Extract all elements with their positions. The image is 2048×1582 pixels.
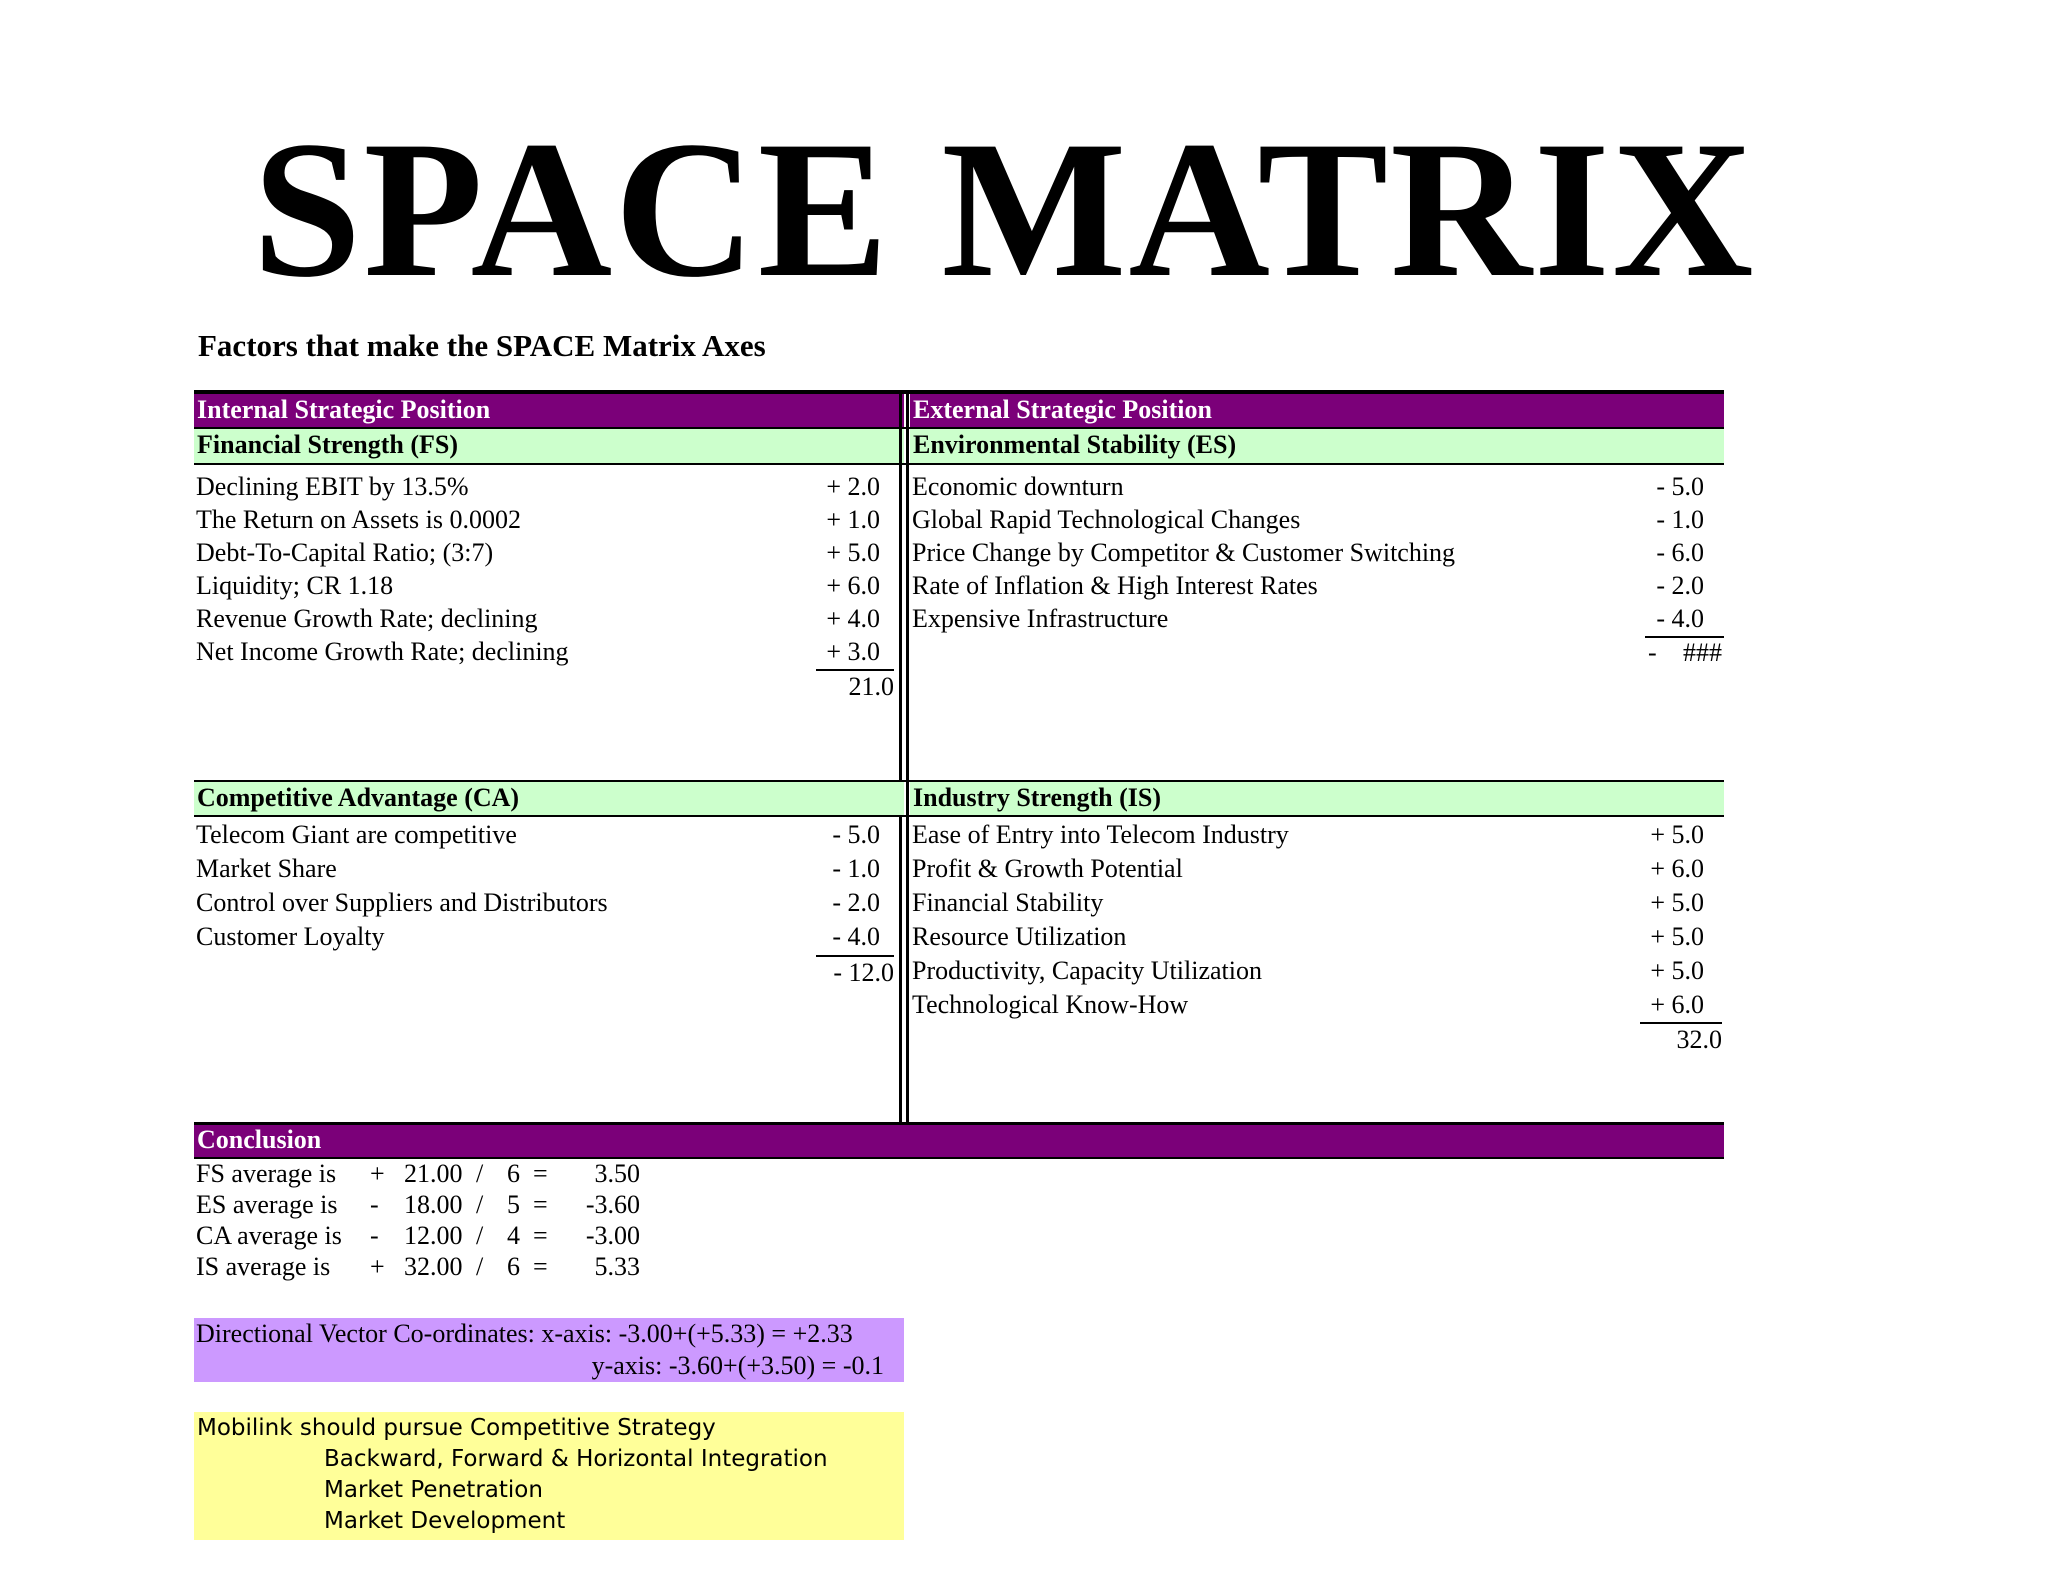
average-result: -3.60 bbox=[585, 1190, 640, 1219]
average-count: 5 bbox=[507, 1190, 520, 1219]
average-total: 18.00 bbox=[404, 1190, 463, 1219]
es-item-value: - 2.0 bbox=[1656, 571, 1704, 600]
average-label: IS average is bbox=[196, 1252, 331, 1281]
is-item-value: + 6.0 bbox=[1650, 990, 1704, 1019]
average-total: 21.00 bbox=[404, 1159, 463, 1188]
is-header-label: Industry Strength (IS) bbox=[913, 783, 1162, 812]
es-total: ### bbox=[1683, 638, 1722, 667]
fs-item-label: Declining EBIT by 13.5% bbox=[196, 472, 469, 501]
es-item-label: Price Change by Competitor & Customer Switching bbox=[912, 538, 1456, 567]
is-item-label: Financial Stability bbox=[912, 888, 1104, 917]
vector-x-axis: Directional Vector Co-ordinates: x-axis: -3.00+(+5.33) = +2.33 bbox=[196, 1319, 853, 1348]
is-item-label: Technological Know-How bbox=[912, 990, 1189, 1019]
section-subtitle: Factors that make the SPACE Matrix Axes bbox=[198, 328, 766, 363]
average-equals: = bbox=[533, 1221, 548, 1250]
is-item-label: Productivity, Capacity Utilization bbox=[912, 956, 1262, 985]
ca-is-header-bottom bbox=[194, 815, 1724, 817]
average-result: 5.33 bbox=[594, 1252, 640, 1281]
is-item-value: + 5.0 bbox=[1650, 820, 1704, 849]
average-result: -3.00 bbox=[585, 1221, 640, 1250]
center-divider-left bbox=[899, 394, 902, 1122]
fs-item-label: Debt-To-Capital Ratio; (3:7) bbox=[196, 538, 494, 567]
is-item-label: Ease of Entry into Telecom Industry bbox=[912, 820, 1289, 849]
is-item-label: Profit & Growth Potential bbox=[912, 854, 1183, 883]
ca-header-label: Competitive Advantage (CA) bbox=[197, 783, 520, 812]
average-total: 12.00 bbox=[404, 1221, 463, 1250]
vector-y-axis: y-axis: -3.60+(+3.50) = -0.1 bbox=[591, 1351, 884, 1380]
es-item-label: Economic downturn bbox=[912, 472, 1124, 501]
fs-es-header-bottom bbox=[194, 463, 1724, 465]
external-position-header-label: External Strategic Position bbox=[913, 395, 1212, 424]
average-label: CA average is bbox=[196, 1221, 342, 1250]
fs-header-label: Financial Strength (FS) bbox=[197, 430, 458, 459]
directional-vector-box bbox=[194, 1318, 904, 1382]
fs-header bbox=[194, 429, 904, 463]
fs-total: 21.0 bbox=[816, 669, 894, 703]
ca-item-value: - 2.0 bbox=[832, 888, 880, 917]
is-header bbox=[910, 782, 1724, 816]
strategy-item: Market Development bbox=[324, 1508, 566, 1534]
ca-item-label: Customer Loyalty bbox=[196, 922, 385, 951]
es-item-label: Global Rapid Technological Changes bbox=[912, 505, 1301, 534]
fs-item-value: + 4.0 bbox=[826, 604, 880, 633]
fs-item-label: Net Income Growth Rate; declining bbox=[196, 637, 569, 666]
strategy-item: Market Penetration bbox=[324, 1477, 543, 1503]
es-total-sign: - bbox=[1648, 638, 1657, 667]
average-equals: = bbox=[533, 1190, 548, 1219]
is-item-value: + 5.0 bbox=[1650, 922, 1704, 951]
fs-item-value: + 2.0 bbox=[826, 472, 880, 501]
average-equals: = bbox=[533, 1252, 548, 1281]
center-divider-right bbox=[906, 394, 909, 1122]
average-result: 3.50 bbox=[594, 1159, 640, 1188]
is-item-value: + 5.0 bbox=[1650, 888, 1704, 917]
es-item-value: - 4.0 bbox=[1656, 604, 1704, 633]
strategy-item: Backward, Forward & Horizontal Integration bbox=[324, 1446, 828, 1472]
es-item-value: - 1.0 bbox=[1656, 505, 1704, 534]
ca-header bbox=[194, 782, 904, 816]
internal-position-header-label: Internal Strategic Position bbox=[197, 395, 491, 424]
average-label: FS average is bbox=[196, 1159, 337, 1188]
fs-item-label: Revenue Growth Rate; declining bbox=[196, 604, 538, 633]
average-sign: + bbox=[370, 1159, 385, 1188]
average-divide: / bbox=[476, 1159, 484, 1188]
is-item-value: + 6.0 bbox=[1650, 854, 1704, 883]
es-header-label: Environmental Stability (ES) bbox=[913, 430, 1237, 459]
strategy-recommendation-box bbox=[194, 1412, 904, 1540]
es-header bbox=[910, 429, 1724, 463]
average-sign: - bbox=[370, 1221, 379, 1250]
external-position-header bbox=[910, 394, 1724, 428]
is-total: 32.0 bbox=[1640, 1022, 1722, 1056]
average-divide: / bbox=[476, 1190, 484, 1219]
ca-item-value: - 5.0 bbox=[832, 820, 880, 849]
fs-item-value: + 6.0 bbox=[826, 571, 880, 600]
ca-total: - 12.0 bbox=[816, 955, 894, 989]
average-sign: - bbox=[370, 1190, 379, 1219]
es-item-label: Expensive Infrastructure bbox=[912, 604, 1169, 633]
es-item-value: - 6.0 bbox=[1656, 538, 1704, 567]
ca-item-label: Market Share bbox=[196, 854, 337, 883]
fs-item-value: + 3.0 bbox=[826, 637, 880, 666]
average-label: ES average is bbox=[196, 1190, 338, 1219]
fs-item-label: The Return on Assets is 0.0002 bbox=[196, 505, 521, 534]
average-divide: / bbox=[476, 1221, 484, 1250]
ca-item-label: Control over Suppliers and Distributors bbox=[196, 888, 608, 917]
fs-item-label: Liquidity; CR 1.18 bbox=[196, 571, 394, 600]
average-count: 6 bbox=[507, 1159, 520, 1188]
conclusion-header-label: Conclusion bbox=[197, 1125, 322, 1154]
ca-item-label: Telecom Giant are competitive bbox=[196, 820, 517, 849]
is-item-label: Resource Utilization bbox=[912, 922, 1127, 951]
es-item-label: Rate of Inflation & High Interest Rates bbox=[912, 571, 1318, 600]
average-count: 4 bbox=[507, 1221, 520, 1250]
average-equals: = bbox=[533, 1159, 548, 1188]
ca-item-value: - 4.0 bbox=[832, 922, 880, 951]
es-item-value: - 5.0 bbox=[1656, 472, 1704, 501]
average-divide: / bbox=[476, 1252, 484, 1281]
fs-item-value: + 1.0 bbox=[826, 505, 880, 534]
average-sign: + bbox=[370, 1252, 385, 1281]
ca-item-value: - 1.0 bbox=[832, 854, 880, 883]
page-title: SPACE MATRIX bbox=[252, 101, 1756, 318]
strategy-title: Mobilink should pursue Competitive Strategy bbox=[197, 1415, 716, 1441]
internal-position-header bbox=[194, 394, 904, 428]
conclusion-header bbox=[194, 1125, 1724, 1157]
is-item-value: + 5.0 bbox=[1650, 956, 1704, 985]
fs-item-value: + 5.0 bbox=[826, 538, 880, 567]
average-total: 32.00 bbox=[404, 1252, 463, 1281]
average-count: 6 bbox=[507, 1252, 520, 1281]
